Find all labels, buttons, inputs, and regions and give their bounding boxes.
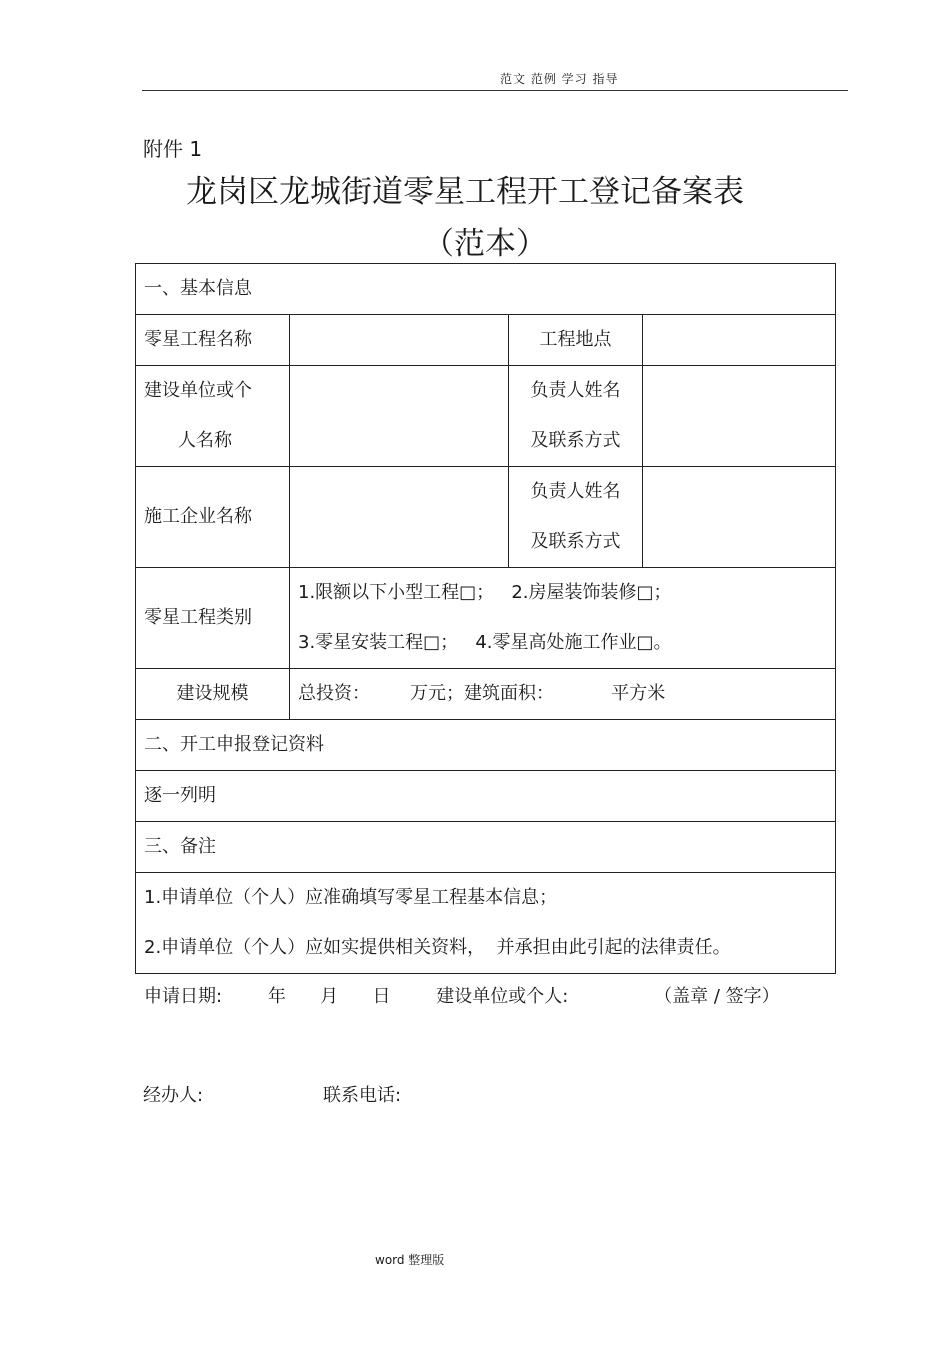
handler-label: 经办人: (143, 1085, 204, 1106)
project-location-field[interactable] (643, 315, 836, 366)
builder-label-line2: 人名称 (178, 430, 232, 451)
header-divider (142, 90, 848, 91)
contractor-contact-label-cell (509, 467, 643, 568)
category-label: 零星工程类别 (136, 568, 290, 669)
builder-contact-label-line2: 及联系方式 (530, 430, 621, 451)
attachment-label: 附件 1 (143, 137, 203, 161)
page-footer: word 整理版 (375, 1253, 445, 1267)
contractor-name-field[interactable] (290, 467, 509, 568)
section-materials-heading: 二、开工申报登记资料 (136, 720, 836, 771)
builder-contact-field[interactable] (643, 366, 836, 467)
builder-contact-label-cell (509, 366, 643, 467)
category-options-line1: 1.限额以下小型工程□； 2.房屋装饰装修□； (298, 582, 672, 603)
section-basic-info-heading: 一、基本信息 (136, 264, 836, 315)
section-notes-heading: 三、备注 (136, 822, 836, 873)
phone-label: 联系电话: (323, 1085, 402, 1106)
project-name-field[interactable] (290, 315, 509, 366)
scale-label: 建设规模 (136, 669, 290, 720)
contractor-contact-label-line1: 负责人姓名 (530, 481, 621, 502)
page-title: 龙岗区龙城街道零星工程开工登记备案表 (186, 174, 744, 210)
contractor-contact-label-line2: 及联系方式 (530, 531, 621, 552)
note-1: 1.申请单位（个人）应准确填写零星工程基本信息； (144, 887, 558, 908)
builder-contact-label-line1: 负责人姓名 (530, 380, 621, 401)
materials-list[interactable]: 逐一列明 (136, 771, 836, 822)
application-date-line: 申请日期: 年 月 日 建设单位或个人: （盖章 / 签字） (144, 986, 780, 1007)
category-options-line2: 3.零星安装工程□； 4.零星高处施工作业□。 (298, 632, 672, 653)
builder-name-field[interactable] (290, 366, 509, 467)
project-name-label: 零星工程名称 (136, 315, 290, 366)
header-text: 范文 范例 学习 指导 (500, 72, 619, 86)
category-options-cell[interactable] (290, 568, 836, 669)
builder-label-line1: 建设单位或个 (144, 380, 252, 401)
contractor-contact-field[interactable] (643, 467, 836, 568)
registration-form-table (135, 263, 836, 974)
project-location-label: 工程地点 (509, 315, 643, 366)
contractor-label: 施工企业名称 (136, 467, 290, 568)
builder-label-cell (136, 366, 290, 467)
note-2: 2.申请单位（个人）应如实提供相关资料， 并承担由此引起的法律责任。 (144, 937, 731, 958)
page-subtitle: （范本） (423, 226, 547, 262)
scale-value[interactable]: 总投资： 万元；建筑面积： 平方米 (290, 669, 836, 720)
notes-cell (136, 873, 836, 974)
